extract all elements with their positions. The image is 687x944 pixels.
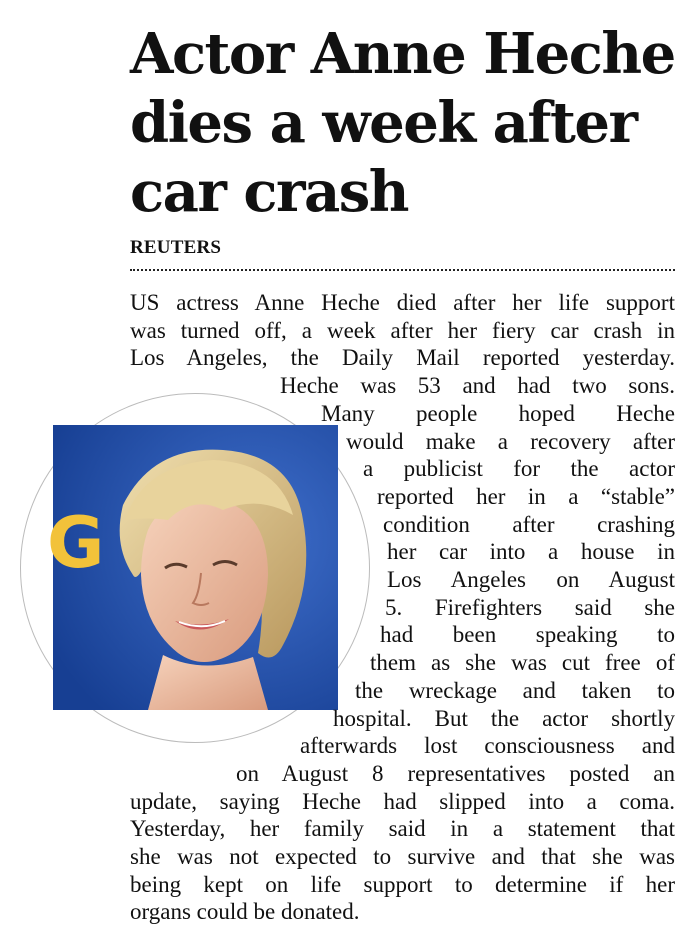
body-line: afterwards lost consciousness and — [300, 733, 675, 759]
body-line: her car into a house in — [387, 539, 675, 565]
article-header — [130, 20, 675, 271]
body-line: had been speaking to — [380, 622, 675, 648]
dotted-divider — [130, 269, 675, 271]
headline-line: dies a week after — [130, 90, 637, 156]
body-line: organs could be donated. — [130, 899, 360, 925]
headline — [130, 20, 675, 227]
body-line: Many people hoped Heche — [321, 400, 675, 426]
byline: REUTERS — [130, 237, 222, 258]
body-line: 5. Firefighters said she — [385, 594, 675, 620]
body-line: condition after crashing — [383, 511, 675, 537]
body-line: reported her in a “stable” — [377, 483, 675, 509]
body-line: on August 8 representatives posted an — [236, 760, 675, 786]
body-line: would make a recovery after — [346, 428, 675, 454]
headline-line: car crash — [130, 159, 409, 225]
body-line: Los Angeles, the Daily Mail reported yesterday. — [130, 345, 675, 371]
article-body — [130, 289, 675, 926]
body-line: a publicist for the actor — [363, 456, 675, 482]
body-line: Heche was 53 and had two sons. — [280, 373, 675, 399]
body-line: them as she was cut free of — [370, 650, 675, 676]
body-line: being kept on life support to determine if her — [130, 871, 675, 897]
body-line: update, saying Heche had slipped into a coma. — [130, 788, 675, 814]
body-line: Yesterday, her family said in a statement that — [130, 816, 675, 842]
body-line: US actress Anne Heche died after her life support — [130, 290, 675, 315]
backdrop-letter: G — [47, 502, 105, 584]
body-line: hospital. But the actor shortly — [333, 705, 675, 731]
body-line: Los Angeles on August — [387, 567, 675, 593]
body-line: the wreckage and taken to — [355, 677, 675, 703]
body-line: was turned off, a week after her fiery car crash in — [130, 317, 675, 343]
body-line: she was not expected to survive and that she was — [130, 844, 675, 870]
headline-line: Actor Anne Heche — [130, 21, 675, 87]
